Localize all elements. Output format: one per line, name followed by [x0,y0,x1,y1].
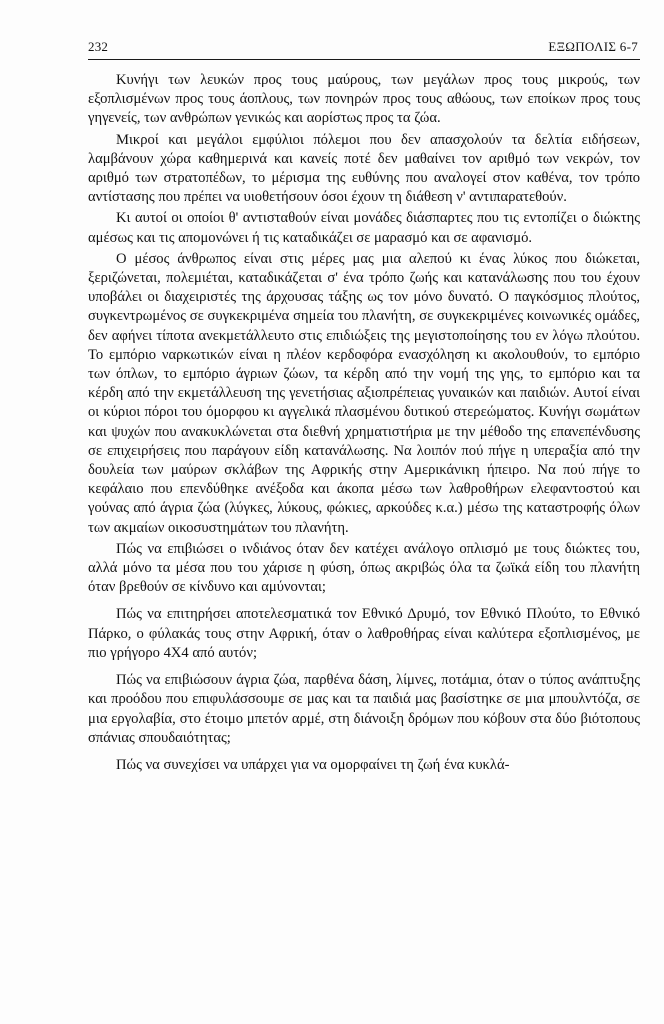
paragraph: Κι αυτοί οι οποίοι θ' αντισταθούν είναι μονάδες διάσπαρτες που τις εντοπίζει ο διώκτης αμέσως και τις απομονώνει ή τις καταδικάζει σε μαρασμό και σε αφανισμό. [88,210,640,246]
paragraph: Πώς να συνεχίσει να υπάρχει για να ομορφαίνει τη ζωή ένα κυκλά- [116,756,510,773]
paragraph: Ο μέσος άνθρωπος είναι στις μέρες μας μια αλεπού κι ένας λύκος που διώκεται, ξεριζώνεται, πολεμιέται, καταδικάζεται σ' ένα τρόπο ζωής και κατανάλωσης που του έχουν υποβάλει οι διαχειριστές της άρχουσας τάξης ως τον μόνο δυνατό. Ο παγκόσμιος πλούτος, συγκεντρωμένος σε συγκεκριμένα σημεία του πλανήτη, σε συγκεκριμένες κοινωνικές ομάδες, δεν αφήνει τίποτα ανεκμετάλλευτο στις επιδιώξεις της μεγιστοποίησης του εν λόγω πλούτου. Το εμπόριο ναρκωτικών είναι η πλέον κερδοφόρα ενασχόληση κι ακολουθούν, το εμπόριο των όπλων, το εμπόριο άγριων ζώων, τα κέρδη από την νομή της γης, το εμπόριο και τα κέρδη από την εκμετάλλευση της γενετήσιας αξιοπρέπειας γυναικών και παιδιών. Αυτοί είναι οι κύριοι πόροι του όμορφου κι αγγελικά πλασμένου δυτικού στερεώματος. Κυνήγι σωμάτων και ψυχών που ανακυκλώνεται στα διεθνή χρηματιστήρια με την μέθοδο της επανεπένδυσης σε επιχειρήσεις που παράγουν είδη κατανάλωσης. Να λοιπόν πού πήγε η υπεραξία από την δουλεία των μαύρων σκλάβων της Αφρικής στην Αμερικάνικη ήπειρο. Να πού πήγε το κεφάλαιο που επενδύθηκε ανέξοδα και άκοπα μέσω των λαθροθήρων ελεφαντοστού και γούνας από άγρια ζώα (λύγκες, λύκους, φώκιες, αρκούδες κ.α.) μέσω της καταστροφής όλων των ακμαίων οικοσυστημάτων του πλανήτη. [88,250,640,536]
running-head: ΕΞΩΠΟΛΙΣ 6-7 [548,39,638,54]
paragraph: Μικροί και μεγάλοι εμφύλιοι πόλεμοι που δεν απασχολούν τα δελτία ειδήσεων, λαμβάνουν χώρα καθημερινά και κανείς ποτέ δεν μαθαίνει τον αριθμό των νεκρών, τον αριθμό των στρατοπέδων, το μέρισμα της ευθύνης που αναλογεί στον καθένα, τον τρόπο αντίστασης που πρέπει να υιοθετήσουν όσοι έχουν τη διάθεση ν' αντιπαρατεθούν. [88,131,640,206]
body-text [88,71,640,777]
paragraph: Πώς να επιβιώσει ο ινδιάνος όταν δεν κατέχει ανάλογο οπλισμό με τους διώκτες του, αλλά μόνο τα μέσα που του χάρισε η φύση, όπως ακριβώς όλα τα ζωϊκά είδη του πλανήτη όταν βρεθούν σε κίνδυνο και αμύνονται; [88,540,640,596]
paragraph: Πώς να επιτηρήσει αποτελεσματικά τον Εθνικό Δρυμό, τον Εθνικό Πλούτο, το Εθνικό Πάρκο, ο φύλακάς τους στην Αφρική, όταν ο λαθροθήρας είναι καλύτερα εξοπλισμένος, με πιο γρήγορο 4Χ4 από αυτόν; [88,606,640,661]
paragraph: Κυνήγι των λευκών προς τους μαύρους, των μεγάλων προς τους μικρούς, των εξοπλισμένων προς τους άοπλους, των πονηρών προς τους αθώους, των εποίκων προς τους γηγενείς, των ανθρώπων γενικώς και αορίστως προς τα ζώα. [88,72,640,127]
page-number: 232 [88,39,109,54]
paragraph: Πώς να επιβιώσουν άγρια ζώα, παρθένα δάση, λίμνες, ποτάμια, όταν ο τύπος ανάπτυξης και προόδου που επιφυλάσσουμε σε μας και τα παιδιά μας βασίστηκε σε μια μπουλντόζα, σε μια εργολαβία, στο έτοιμο μπετόν αρμέ, στη διάνοιξη δρόμων που κόβουν στα δύο βιότοπους σπάνιας σπουδαιότητας; [88,672,640,746]
page-header [88,37,640,60]
